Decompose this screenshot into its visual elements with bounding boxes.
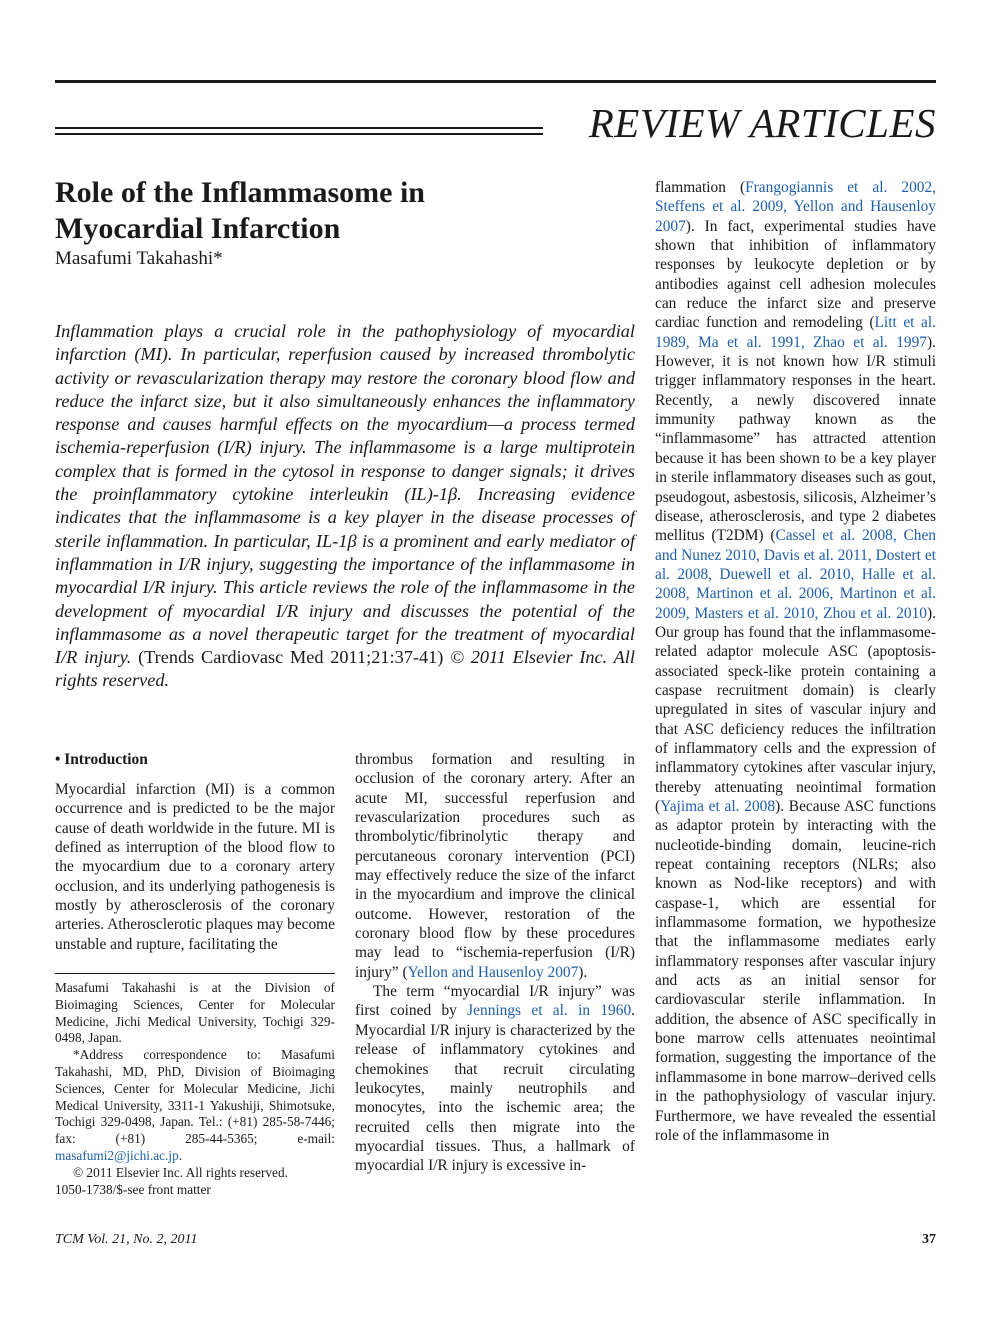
text: ). Because ASC functions as adaptor protein by interacting with the nucleotide-binding domain, leucine-rich repeat containing receptors (NLRs; also known as Nod-like receptors) and with caspase-1, which are essential for inflammasome formation, we hypothesize that the inflammasome mediates early inflammatory responses after vascular injury and acts as an initial sensor for cardiovascular sterile inflammation. In addition, the absence of ASC specifically in bone marrow cells attenuates neointimal formation, suggesting the importance of the inflammasome in bone marrow–derived cells in the pathophysiology of vascular injury. Furthermore, we have revealed the essential role of the inflammasome in	[655, 798, 936, 1144]
journal-footer: TCM Vol. 21, No. 2, 2011	[55, 1232, 198, 1247]
citation-link[interactable]: Jennings et al. in 1960	[467, 1002, 632, 1020]
column-2	[355, 750, 635, 1176]
text: ). In fact, experimental studies have shown that inhibition of inflammatory responses by leukocyte depletion or by antibodies against cell adhesion molecules can reduce the infarct size and preserve cardiac function and remodeling (	[655, 217, 936, 332]
paragraph	[355, 750, 635, 982]
citation-link[interactable]: Yajima et al. 2008	[660, 798, 776, 815]
header-rule-1	[55, 127, 543, 129]
paragraph: Myocardial infarction (MI) is a common occurrence and is predicted to be the major cause of death worldwide in the future. MI is defined as interruption of the blood flow to the myocardium due to a coronary artery occlusion, and its underlying pathogenesis is mostly by atherosclerosis of the coronary arteries. Atherosclerotic plaques may become unstable and rupture, facilitating the	[55, 781, 335, 953]
column-1	[55, 750, 335, 954]
text: . Myocardial I/R injury is characterized by the release of inflammatory cytokines and chemokines that recruit circulating leukocytes, mainly neutrophils and monocytes, into the ischemic area; the recruited cells then migrate into the myocardial tissues. Thus, a hallmark of myocardial I/R injury is excessive in-	[355, 1002, 635, 1175]
text: ). However, it is not known how I/R stimuli trigger inflammatory responses in the heart. Recently, a newly discovered innate immunity pathway known as the “inflammasome” has attracted attention because it has been shown to be a key player in sterile inflammatory diseases such as gout, pseudogout, asbestosis, silicosis, Alzheimer’s disease, atherosclerosis, and type 2 diabetes mellitus (T2DM) (	[655, 333, 936, 545]
citation-link[interactable]: Frangogiannis et al. 2002, Steffens et al. 2009, Yellon and Hausenloy 2007	[655, 179, 937, 235]
section-label: REVIEW ARTICLES	[588, 100, 936, 146]
header-rule-2	[55, 133, 543, 135]
column-3	[655, 178, 936, 1145]
citation-link[interactable]: Litt et al. 1989, Ma et al. 1991, Zhao et al. 1997	[655, 314, 936, 351]
copyright-note: © 2011 Elsevier Inc. All rights reserved.	[73, 1164, 288, 1180]
abstract-copyright: © 2011 Elsevier Inc. All rights reserved.	[55, 647, 635, 691]
affiliation-note: Masafumi Takahashi is at the Division of Bioimaging Sciences, Center for Molecular Medicine, Jichi Medical University, Tochigi 329-0498, Japan.	[55, 980, 335, 1046]
abstract-citation: (Trends Cardiovasc Med 2011;21:37-41)	[138, 647, 444, 668]
abstract	[55, 320, 635, 693]
paragraph	[355, 982, 635, 1175]
article-title: Role of the Inflammasome in Myocardial Infarction	[55, 176, 425, 245]
text: ).	[578, 963, 588, 981]
abstract-body: Inflammation plays a crucial role in the pathophysiology of myocardial infarction (MI). In particular, reperfusion caused by increased thrombolytic activity or revascularization therapy may restore the coronary blood flow and reduce the infarct size, but it also simultaneously enhances the inflammatory response and causes harmful effects on the myocardium—a process termed ischemia-reperfusion (I/R) injury. The inflammasome is a large multiprotein complex that is formed in the cytosol in response to danger signals; it drives the proinflammatory cytokine interleukin (IL)-1β. Increasing evidence indicates that the inflammasome is a key player in the disease processes of sterile inflammation. In particular, IL-1β is a prominent and early mediator of inflammation in I/R injury, suggesting the importance of the inflammasome in myocardial I/R injury. This article reviews the role of the inflammasome in the development of myocardial I/R injury and discusses the potential of the inflammasome as a novel therapeutic target for the treatment of myocardial I/R injury.	[55, 321, 635, 668]
correspondence-note: *Address correspondence to: Masafumi Takahashi, MD, PhD, Division of Bioimaging Sciences, Center for Molecular Medicine, Jichi Medical University, 3311-1 Yakushiji, Shimotsuke, Tochigi 329-0498, Japan. Tel.: (+81) 285-58-7446; fax: (+81) 285-44-5365; e-mail: masafumi2@jichi.ac.jp.	[55, 1047, 335, 1163]
text: The term “myocardial I/R injury” was first coined by	[355, 983, 635, 1020]
article-author: Masafumi Takahashi*	[55, 248, 223, 269]
text: thrombus formation and resulting in occlusion of the coronary artery. After an acute MI, successful reperfusion and revascularization procedures such as thrombolytic/fibrinolytic therapy and percutaneous coronary intervention (PCI) may effectively reduce the size of the infarct in the myocardium and improve the clinical outcome. However, restoration of the coronary blood flow by these procedures may lead to “ischemia-reperfusion (I/R) injury” (	[355, 751, 635, 981]
page-number: 37	[922, 1232, 936, 1247]
header-top-rule	[55, 80, 936, 83]
citation-link[interactable]: Yellon and Hausenloy 2007	[407, 963, 579, 981]
paragraph	[655, 178, 936, 1145]
correspondence-text: *Address correspondence to: Masafumi Takahashi, MD, PhD, Division of Bioimaging Sciences, Center for Molecular Medicine, Jichi Medical University, 3311-1 Yakushiji, Shimotsuke, Tochigi 329-0498, Japan. Tel.: (+81) 285-58-7446; fax: (+81) 285-44-5365; e-mail:	[55, 1047, 335, 1147]
citation-link[interactable]: Cassel et al. 2008, Chen and Nunez 2010, Davis et al. 2011, Dostert et al. 2008, Duewell et al. 2010, Halle et al. 2008, Martinon et al. 2006, Martinon et al. 2009, Masters et al. 2010, Zhou et al. 2010	[655, 527, 936, 622]
text: ). Our group has found that the inflammasome-related adaptor molecule ASC (apoptosis-associated speck-like protein containing a caspase recruitment domain) is clearly upregulated in sites of vascular injury and that ASC deficiency reduces the infiltration of inflammatory cells and the expression of inflammatory cytokines after vascular injury, thereby attenuating neointimal formation (	[655, 604, 936, 815]
footnote	[55, 980, 335, 1198]
email-link[interactable]: masafumi2@jichi.ac.jp	[55, 1147, 179, 1163]
section-heading-introduction: • Introduction	[55, 751, 148, 768]
footnote-divider	[55, 973, 335, 974]
text: flammation (	[655, 179, 746, 196]
issn-note: 1050-1738/$-see front matter	[55, 1181, 211, 1197]
